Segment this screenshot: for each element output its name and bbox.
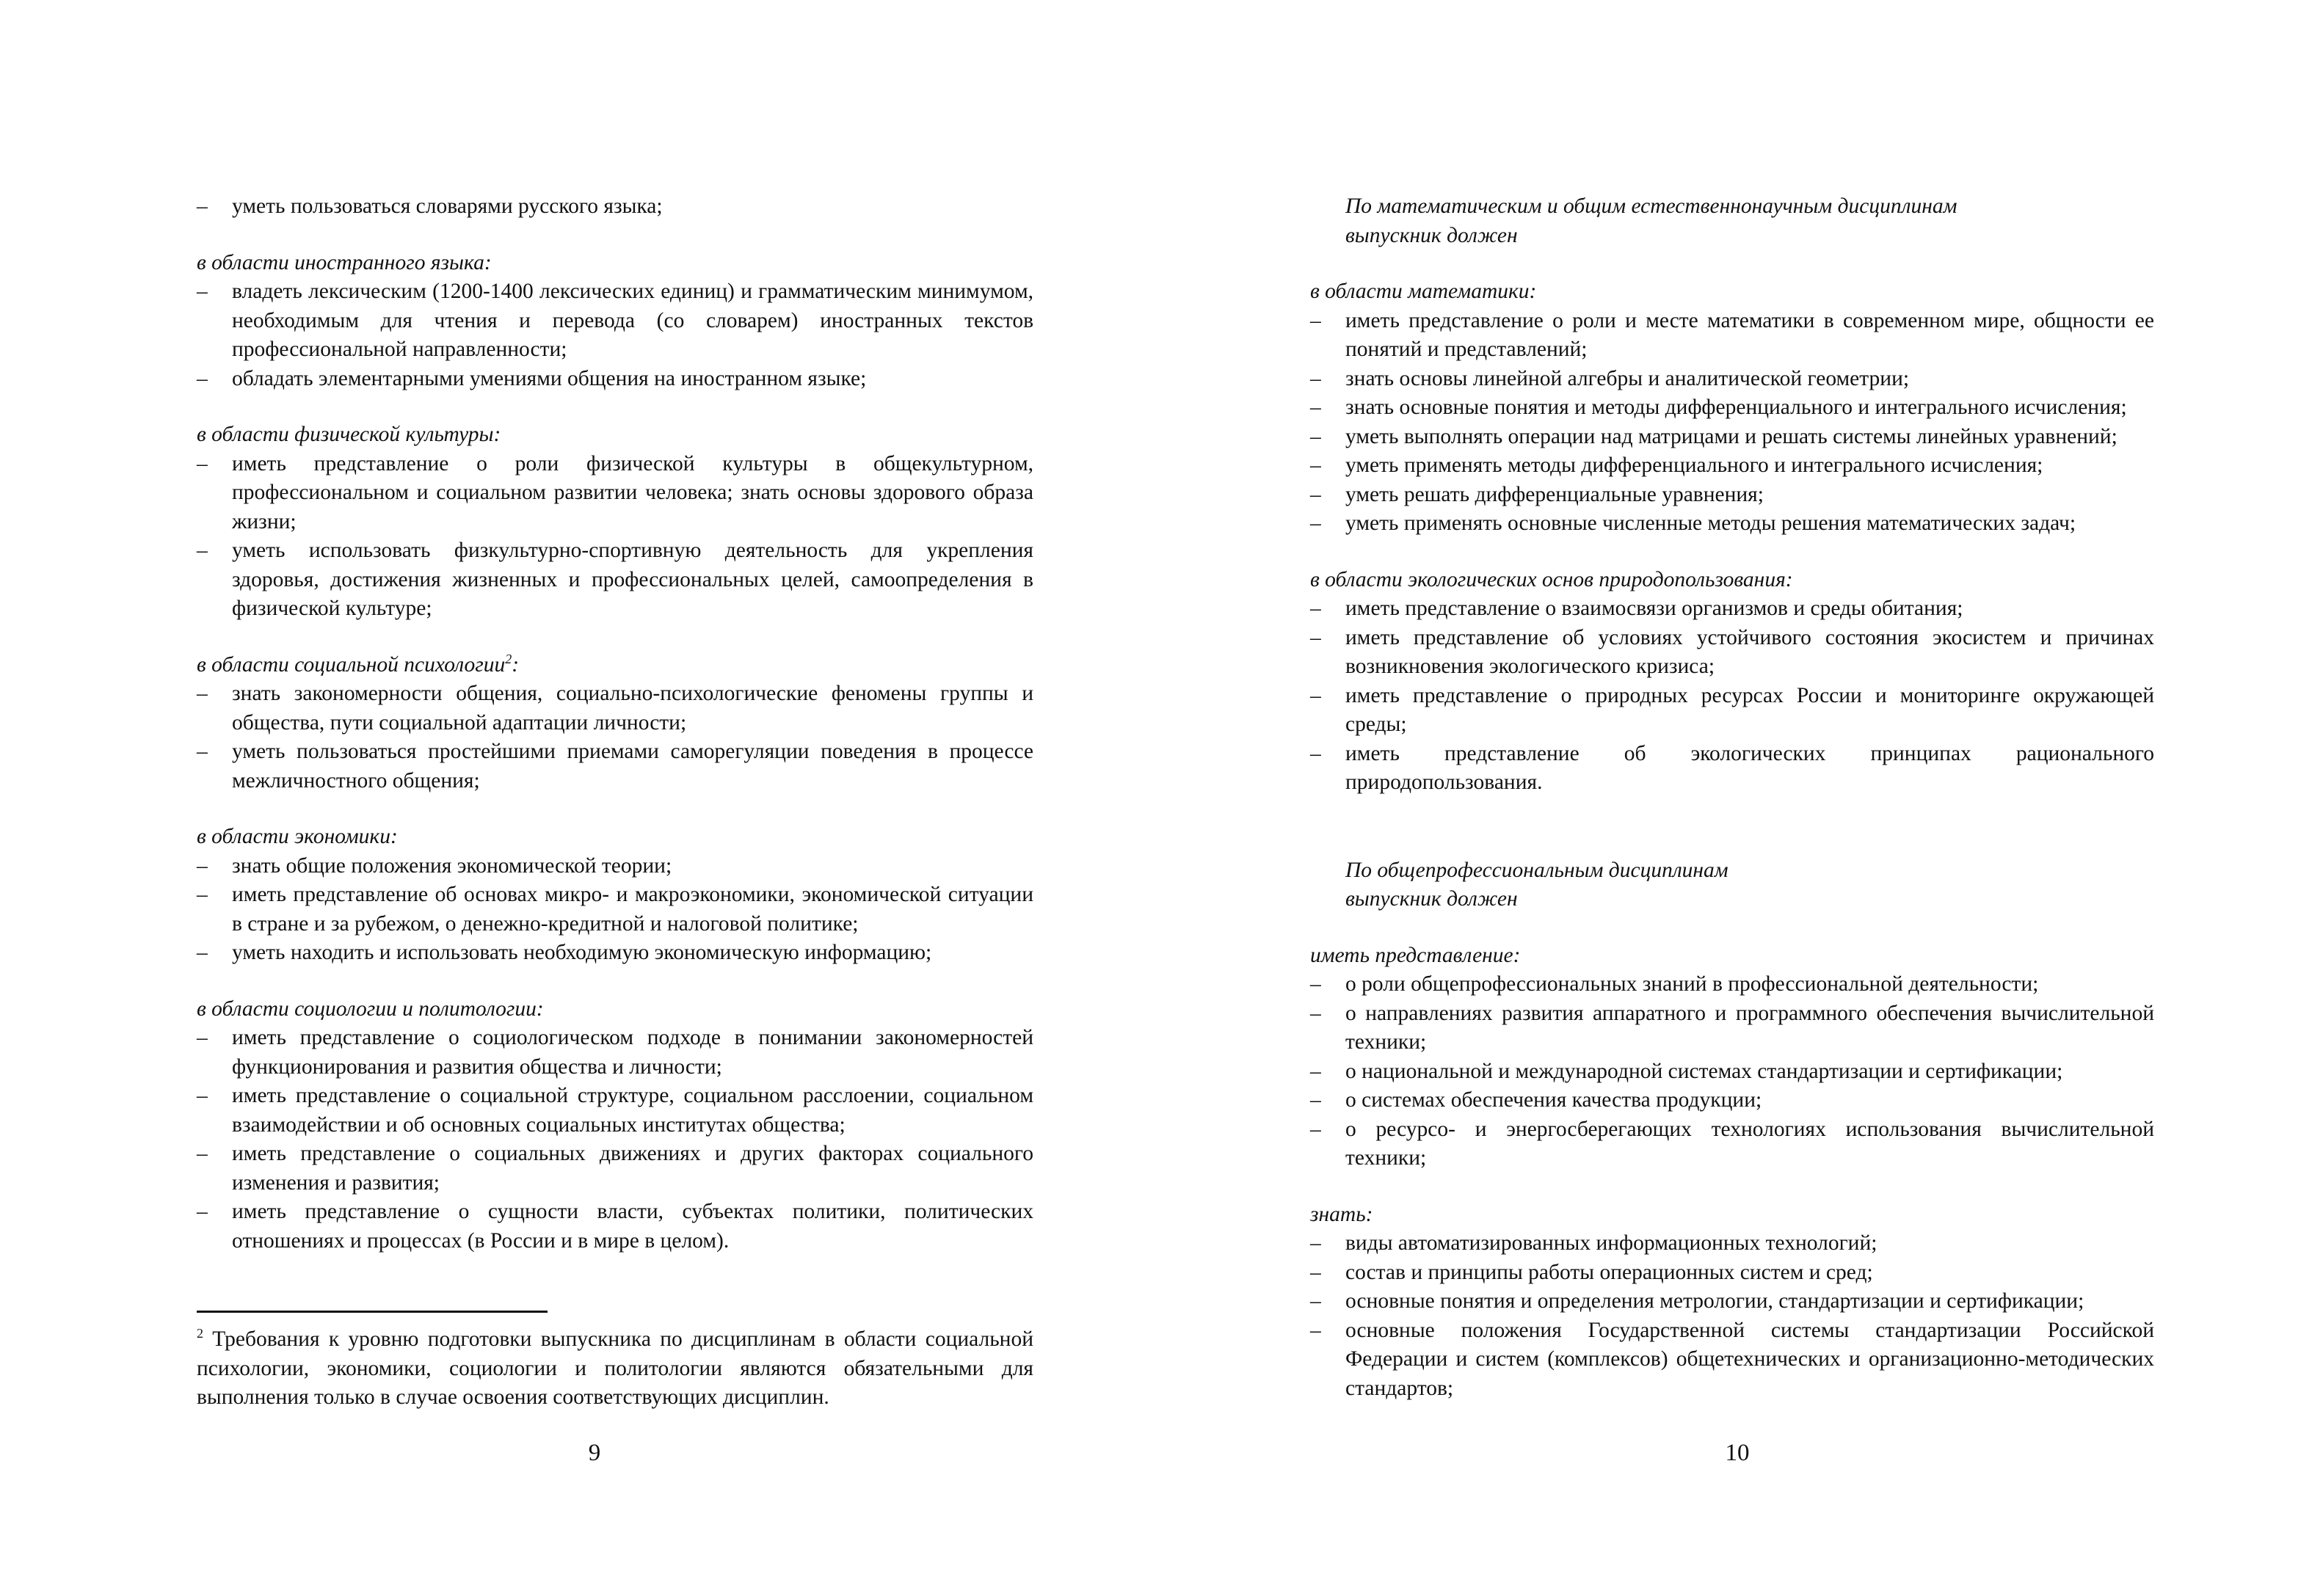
dash-bullet: –: [197, 366, 208, 390]
section-sociology-politology: [197, 995, 1033, 1256]
dash-bullet: –: [197, 451, 208, 475]
dash-bullet: –: [1310, 482, 1321, 506]
dash-bullet: –: [197, 740, 208, 763]
right-page: [1156, 0, 2312, 1596]
section-social-psychology: [197, 651, 1033, 796]
list-item: – знать основные понятия и методы дифференциального и интегрального исчисления;: [1310, 393, 2154, 423]
list-item: – знать основы линейной алгебры и аналитической геометрии;: [1310, 365, 2154, 394]
dash-bullet: –: [1310, 1231, 1321, 1255]
list-item: – иметь представление об условиях устойчивого состояния экосистем и причинах возникновения экологического кризиса;: [1310, 624, 2154, 682]
list-item: – уметь пользоваться простейшими приемами саморегуляции поведения в процессе межличностного общения;: [197, 737, 1033, 795]
dash-bullet: –: [1310, 366, 1321, 390]
dash-bullet: –: [197, 194, 208, 218]
list-item: – знать закономерности общения, социально-психологические феномены группы и общества, пути социальной адаптации личности;: [197, 679, 1033, 737]
list-item: – основные понятия и определения метрологии, стандартизации и сертификации;: [1310, 1287, 2154, 1316]
list-item: – основные положения Государственной системы стандартизации Российской Федерации и систем (комплексов) общетехнических и организационно-методических стандартов;: [1310, 1316, 2154, 1404]
list-item: – состав и принципы работы операционных систем и сред;: [1310, 1258, 2154, 1288]
list-item: – уметь выполнять операции над матрицами и решать системы линейных уравнений;: [1310, 423, 2154, 452]
list-item: – о национальной и международной системах стандартизации и сертификации;: [1310, 1057, 2154, 1087]
section-title: знать:: [1310, 1202, 1373, 1226]
dash-bullet: –: [1310, 1088, 1321, 1112]
heading-general-professional: [1310, 856, 2154, 914]
section-title: в области математики:: [1310, 280, 1537, 303]
section-foreign-language: [197, 249, 1033, 394]
section-title: в области экономики:: [197, 825, 398, 848]
section-know: [1310, 1200, 2154, 1404]
dash-bullet: –: [1310, 741, 1321, 765]
dash-bullet: –: [197, 941, 208, 964]
section-ecology: [1310, 566, 2154, 798]
dash-bullet: –: [1310, 683, 1321, 707]
dash-bullet: –: [1310, 424, 1321, 448]
heading-line: По общепрофессиональным дисциплинам: [1345, 858, 1728, 882]
list-item: – уметь находить и использовать необходимую экономическую информацию;: [197, 939, 1033, 968]
list-item: – иметь представление о роли и месте математики в современном мире, общности ее понятий и представлений;: [1310, 307, 2154, 365]
heading-math-natural: [1310, 192, 2154, 250]
section-have-representation: [1310, 941, 2154, 1173]
list-item: – о ресурсо- и энергосберегающих технологиях использования вычислительной техники;: [1310, 1115, 2154, 1173]
list-item: – уметь использовать физкультурно-спортивную деятельность для укрепления здоровья, достижения жизненных и профессиональных целей, самоопределения в физической культуре;: [197, 536, 1033, 624]
footnote: $^2$ Требования к уровню подготовки выпускника по дисциплинам в области социальной психологии, экономики, социологии и политологии являются обязательными для выполнения только в случае освоения соответствующих дисциплин.: [197, 1326, 1033, 1409]
footnote-ref[interactable]: 2: [505, 651, 512, 666]
dash-bullet: –: [197, 280, 208, 303]
list-item: – иметь представление о сущности власти, субъектах политики, политических отношениях и процессах (в России и в мире в целом).: [197, 1198, 1033, 1256]
dash-bullet: –: [197, 682, 208, 705]
heading-line: По математическим и общим естественнонаучным дисциплинам: [1345, 194, 1957, 218]
section-title: в области физической культуры:: [197, 423, 501, 446]
heading-line: выпускник должен: [1345, 887, 1518, 911]
list-item: – иметь представление о социологическом подходе в понимании закономерностей функционирования и развития общества и личности;: [197, 1024, 1033, 1082]
dash-bullet: –: [1310, 453, 1321, 477]
list-item: – иметь представление об экологических принципах рационального природопользования.: [1310, 740, 2154, 798]
footnote-divider: [197, 1311, 548, 1313]
section-title: в области социологии и политологии:: [197, 996, 544, 1021]
section-economics: [197, 823, 1033, 968]
list-item: – уметь пользоваться словарями русского языка;: [197, 192, 1033, 222]
heading-line: выпускник должен: [1345, 223, 1518, 247]
dash-bullet: –: [1310, 1260, 1321, 1284]
section-mathematics: [1310, 277, 2154, 539]
list-item: – иметь представление о взаимосвязи организмов и среды обитания;: [1310, 594, 2154, 624]
dash-bullet: –: [197, 853, 208, 878]
dash-bullet: –: [1310, 396, 1321, 419]
list-item: – иметь представление о природных ресурсах России и мониторинге окружающей среды;: [1310, 682, 2154, 740]
dash-bullet: –: [1310, 1117, 1321, 1141]
list-item: – уметь применять основные численные методы решения математических задач;: [1310, 509, 2154, 539]
dash-bullet: –: [197, 1026, 208, 1049]
dash-bullet: –: [197, 539, 208, 562]
intro-list: [197, 192, 1033, 222]
dash-bullet: –: [1310, 625, 1321, 649]
dash-bullet: –: [1310, 597, 1321, 620]
right-page-content: [1310, 192, 2154, 1403]
dash-bullet: –: [197, 1142, 208, 1165]
dash-bullet: –: [197, 1084, 208, 1107]
page-number: 9: [588, 1440, 601, 1466]
list-item: – иметь представление об основах микро- и макроэкономики, экономической ситуации в стране и за рубежом, о денежно-кредитной и налоговой политике;: [197, 881, 1033, 939]
list-item: – о системах обеспечения качества продукции;: [1310, 1086, 2154, 1115]
dash-bullet: –: [1310, 1059, 1321, 1083]
list-item: – знать общие положения экономической теории;: [197, 852, 1033, 881]
section-title: в области экологических основ природопользования:: [1310, 567, 1793, 591]
dash-bullet: –: [1310, 1289, 1321, 1313]
dash-bullet: –: [197, 1200, 208, 1223]
dash-bullet: –: [1310, 1001, 1321, 1025]
dash-bullet: –: [1310, 308, 1321, 332]
dash-bullet: –: [1310, 1318, 1321, 1342]
page-number: 10: [1725, 1440, 1750, 1466]
left-page-content: [197, 192, 1033, 1256]
list-item: – владеть лексическим (1200-1400 лексических единиц) и грамматическим минимумом, необходимым для чтения и перевода (со словарем) иностранных текстов профессиональной направленности;: [197, 277, 1033, 365]
list-item: – иметь представление о социальной структуре, социальном расслоении, социальном взаимодействии и об основных социальных институтах общества;: [197, 1082, 1033, 1140]
footnote-number: 2: [197, 1326, 203, 1341]
dash-bullet: –: [1310, 972, 1321, 996]
list-item: – иметь представление о роли физической культуры в общекультурном, профессиональном и социальном развитии человека; знать основы здорового образа жизни;: [197, 450, 1033, 537]
list-item: – о направлениях развития аппаратного и программного обеспечения вычислительной техники;: [1310, 999, 2154, 1057]
section-physical-culture: [197, 420, 1033, 624]
dash-bullet: –: [197, 883, 208, 906]
list-item: – иметь представление о социальных движениях и других факторах социального изменения и развития;: [197, 1140, 1033, 1198]
list-item: – уметь решать дифференциальные уравнения;: [1310, 481, 2154, 510]
list-item: – обладать элементарными умениями общения на иностранном языке;: [197, 365, 1033, 394]
list-item: – о роли общепрофессиональных знаний в профессиональной деятельности;: [1310, 970, 2154, 999]
list-item: – виды автоматизированных информационных технологий;: [1310, 1229, 2154, 1258]
section-title: иметь представление:: [1310, 943, 1521, 967]
section-title: в области иностранного языка:: [197, 250, 492, 274]
section-title: в области социальной психологии$^2$:: [197, 651, 520, 677]
dash-bullet: –: [1310, 511, 1321, 535]
list-item: – уметь применять методы дифференциального и интегрального исчисления;: [1310, 451, 2154, 481]
